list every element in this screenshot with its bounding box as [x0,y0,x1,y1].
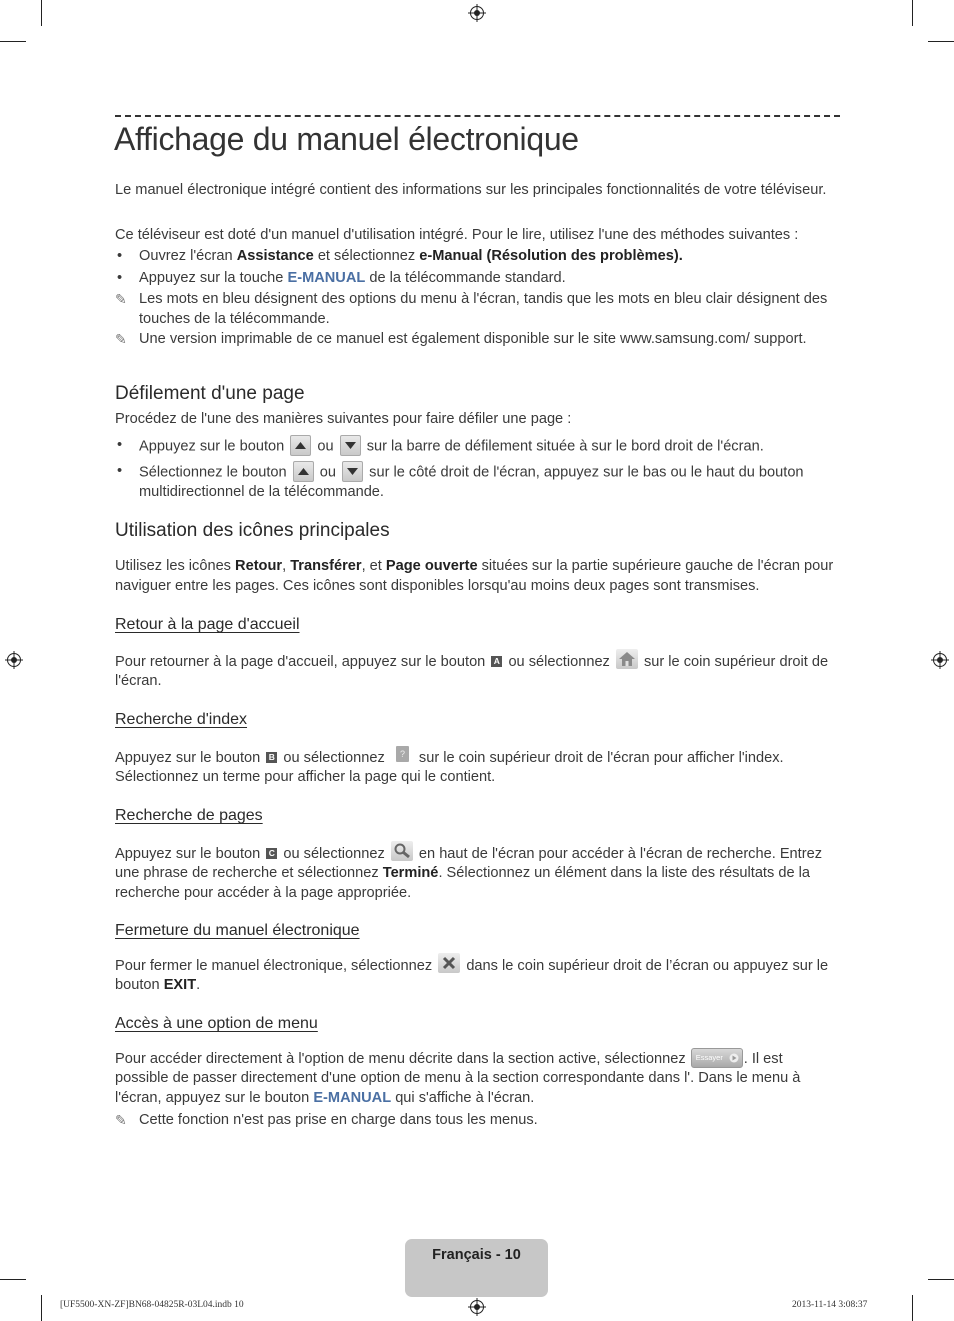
crop-mark [0,1279,26,1280]
intro-paragraph: Le manuel électronique intégré contient des informations sur les principales fonctionnalités de votre téléviseur. [115,182,827,198]
registration-mark-icon [468,1298,486,1316]
section-paragraph: Appuyez sur le bouton C ou sélectionnez en haut de l'écran pour accéder à l'écran de recherche. Entrez une phrase de recherche et sélectionnez Terminé. Sélectionnez un élément dans la liste des résultats de la recherche pour accéder à la page appropriée. [115,844,840,903]
subsection-heading: Retour à la page d'accueil [115,616,300,633]
assistance-menu-label: Assistance [236,248,314,264]
list-item: Ouvrez l'écran Assistance et sélectionnez e-Manual (Résolution des problèmes). [139,248,683,264]
section-paragraph: Pour accéder directement à l'option de menu décrite dans la section active, sélectionnez Essayer . Il est possible de passer directement d'une option de menu à la section correspondante dans l'. Dans le menu à l'écran, appuyez sur le bouton E-MANUAL qui s'affiche à l'écran. [115,1049,840,1108]
bullet: • [117,463,123,479]
list-item: Sélectionnez le bouton ou sur le côté droit de l'écran, appuyez sur le bas ou le haut du bouton multidirectionnel de la télécommande. [139,462,840,503]
subsection-heading: Recherche d'index [115,711,248,728]
try-now-button: Essayer [691,1048,743,1068]
section-heading: Défilement d'une page [115,383,305,404]
section-paragraph: Utilisez les icônes Retour, Transférer, et Page ouverte situées sur la partie supérieure gauche de l'écran pour naviguer entre les pages. Ces icônes sont disponibles lorsqu'au moins deux pages sont transmises. [115,558,834,594]
list-item: Appuyez sur la touche E-MANUAL de la télécommande standard. [139,270,566,286]
section-paragraph: Pour fermer le manuel électronique, sélectionnez dans le coin supérieur droit de l’écran ou appuyez sur le bouton EXIT. [115,956,840,996]
crop-mark [928,41,954,42]
section-paragraph: Pour retourner à la page d'accueil, appuyez sur le bouton A ou sélectionnez sur le coin supérieur droit de l'écran. [115,652,840,692]
crop-mark [0,41,26,42]
title-rule [115,115,840,117]
note: Une version imprimable de ce manuel est également disponible sur le site www.samsung.com/ support. [139,331,807,347]
bullet: • [117,437,123,453]
emanual-key-label: E-MANUAL [287,270,366,286]
subsection-heading: Recherche de pages [115,807,263,824]
index-icon [391,745,413,765]
crop-mark [912,0,913,26]
close-icon [438,953,460,973]
registration-mark-icon [468,4,486,22]
key-b-icon: B [266,752,277,763]
scroll-up-icon [293,461,314,482]
search-icon [391,841,413,861]
section-heading: Utilisation des icônes principales [115,520,390,541]
section-paragraph: Procédez de l'une des manières suivantes pour faire défiler une page : [115,411,572,427]
key-a-icon: A [491,656,502,667]
note: Cette fonction n'est pas prise en charge dans tous les menus. [139,1112,538,1128]
print-slug-left: [UF5500-XN-ZF]BN68-04825R-03L04.indb 10 [60,1300,244,1310]
registration-mark-icon [931,651,949,669]
page-title: Affichage du manuel électronique [114,121,579,157]
note-pencil-icon: ✎ [115,331,127,347]
registration-mark-icon [5,651,23,669]
note-pencil-icon: ✎ [115,291,127,307]
note: Les mots en bleu désignent des options du menu à l'écran, tandis que les mots en bleu clair désignent des touches de la télécommande. [139,291,828,327]
scroll-down-icon [340,435,361,456]
intro-paragraph: Ce téléviseur est doté d'un manuel d'utilisation intégré. Pour le lire, utilisez l'une des méthodes suivantes : [115,227,799,243]
list-item: Appuyez sur le bouton ou sur la barre de défilement située à sur le bord droit de l'écran. [139,436,840,457]
home-icon [616,649,638,669]
crop-mark [912,1295,913,1321]
bullet: • [117,270,123,286]
subsection-heading: Accès à une option de menu [115,1015,318,1032]
emanual-menu-label: e-Manual (Résolution des problèmes). [419,248,683,264]
subsection-heading: Fermeture du manuel électronique [115,922,360,939]
key-c-icon: C [266,848,277,859]
bullet: • [117,248,123,264]
page-number-tab: Français - 10 [405,1239,548,1297]
scroll-up-icon [290,435,311,456]
svg-text:?: ? [399,749,405,759]
scroll-down-icon [342,461,363,482]
note-pencil-icon: ✎ [115,1112,127,1128]
crop-mark [41,0,42,26]
print-slug-right: 2013-11-14 3:08:37 [792,1300,868,1310]
section-paragraph: Appuyez sur le bouton B ou sélectionnez ? sur le coin supérieur droit de l'écran pour afficher l'index. Sélectionnez un terme pour afficher la page qui le contient. [115,748,840,788]
crop-mark [41,1295,42,1321]
crop-mark [928,1279,954,1280]
